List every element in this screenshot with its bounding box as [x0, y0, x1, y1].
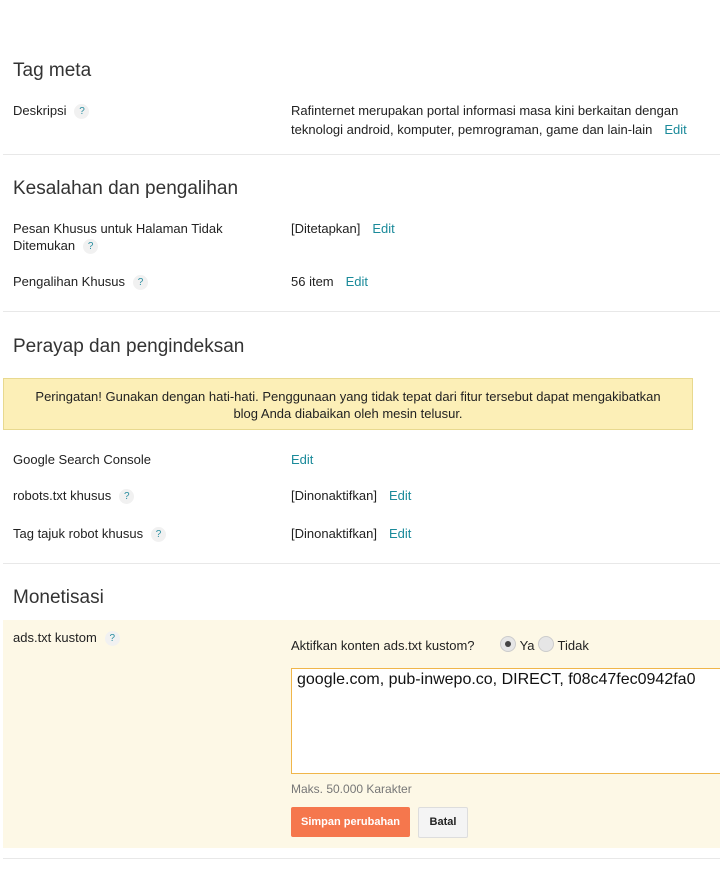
description-label: Deskripsi ? — [13, 102, 263, 119]
radio-yes[interactable] — [500, 636, 516, 652]
redirect-value: 56 item Edit — [291, 274, 369, 289]
notfound-label: Pesan Khusus untuk Halaman Tidak Ditemukan ? — [13, 221, 223, 253]
edit-robots-link[interactable]: Edit — [389, 488, 412, 503]
divider — [3, 154, 720, 155]
section-title-meta: Tag meta — [13, 60, 92, 81]
section-title-monetization: Monetisasi — [13, 587, 104, 608]
section-title-errors: Kesalahan dan pengalihan — [13, 178, 239, 199]
help-icon[interactable]: ? — [105, 631, 120, 646]
description-value: Rafinternet merupakan portal informasi masa kini berkaitan dengan teknologi android, komputer, pemrograman, game dan lain-lain Edit — [291, 103, 687, 137]
divider — [3, 311, 720, 312]
help-icon[interactable]: ? — [83, 239, 98, 254]
redirect-label: Pengalihan Khusus ? — [13, 273, 263, 290]
max-chars-note: Maks. 50.000 Karakter — [291, 782, 412, 796]
robots-value: [Dinonaktifkan] Edit — [291, 488, 412, 503]
ads-txt-textarea[interactable] — [291, 668, 720, 774]
save-button[interactable]: Simpan perubahan — [291, 807, 410, 837]
ads-question: Aktifkan konten ads.txt kustom? — [291, 638, 475, 653]
edit-description-link[interactable]: Edit — [664, 122, 687, 137]
edit-gsc-link[interactable]: Edit — [291, 452, 314, 467]
edit-redirect-link[interactable]: Edit — [345, 274, 369, 289]
radio-no-label[interactable]: Tidak — [557, 638, 589, 653]
cancel-button[interactable]: Batal — [418, 807, 468, 838]
help-icon[interactable]: ? — [119, 489, 134, 504]
ads-label: ads.txt kustom ? — [13, 629, 263, 646]
edit-notfound-link[interactable]: Edit — [372, 221, 395, 236]
radio-yes-label[interactable]: Ya — [519, 638, 535, 653]
radio-no[interactable] — [538, 636, 554, 652]
section-title-crawl: Perayap dan pengindeksan — [13, 336, 245, 357]
edit-robottag-link[interactable]: Edit — [389, 526, 412, 541]
robots-label: robots.txt khusus ? — [13, 487, 263, 504]
gsc-value — [291, 450, 711, 469]
robottag-label: Tag tajuk robot khusus ? — [13, 525, 263, 542]
gsc-label: Google Search Console — [13, 452, 152, 467]
divider — [3, 563, 720, 564]
help-icon[interactable]: ? — [74, 104, 89, 119]
warning-banner: Peringatan! Gunakan dengan hati-hati. Penggunaan yang tidak tepat dari fitur tersebut dapat mengakibatkan blog Anda diabaikan oleh mesin telusur. — [3, 378, 693, 430]
divider — [3, 858, 720, 859]
robottag-value: [Dinonaktifkan] Edit — [291, 526, 412, 541]
ads-enable-row — [291, 636, 589, 653]
notfound-value: [Ditetapkan] Edit — [291, 221, 395, 236]
help-icon[interactable]: ? — [133, 275, 148, 290]
help-icon[interactable]: ? — [151, 527, 166, 542]
